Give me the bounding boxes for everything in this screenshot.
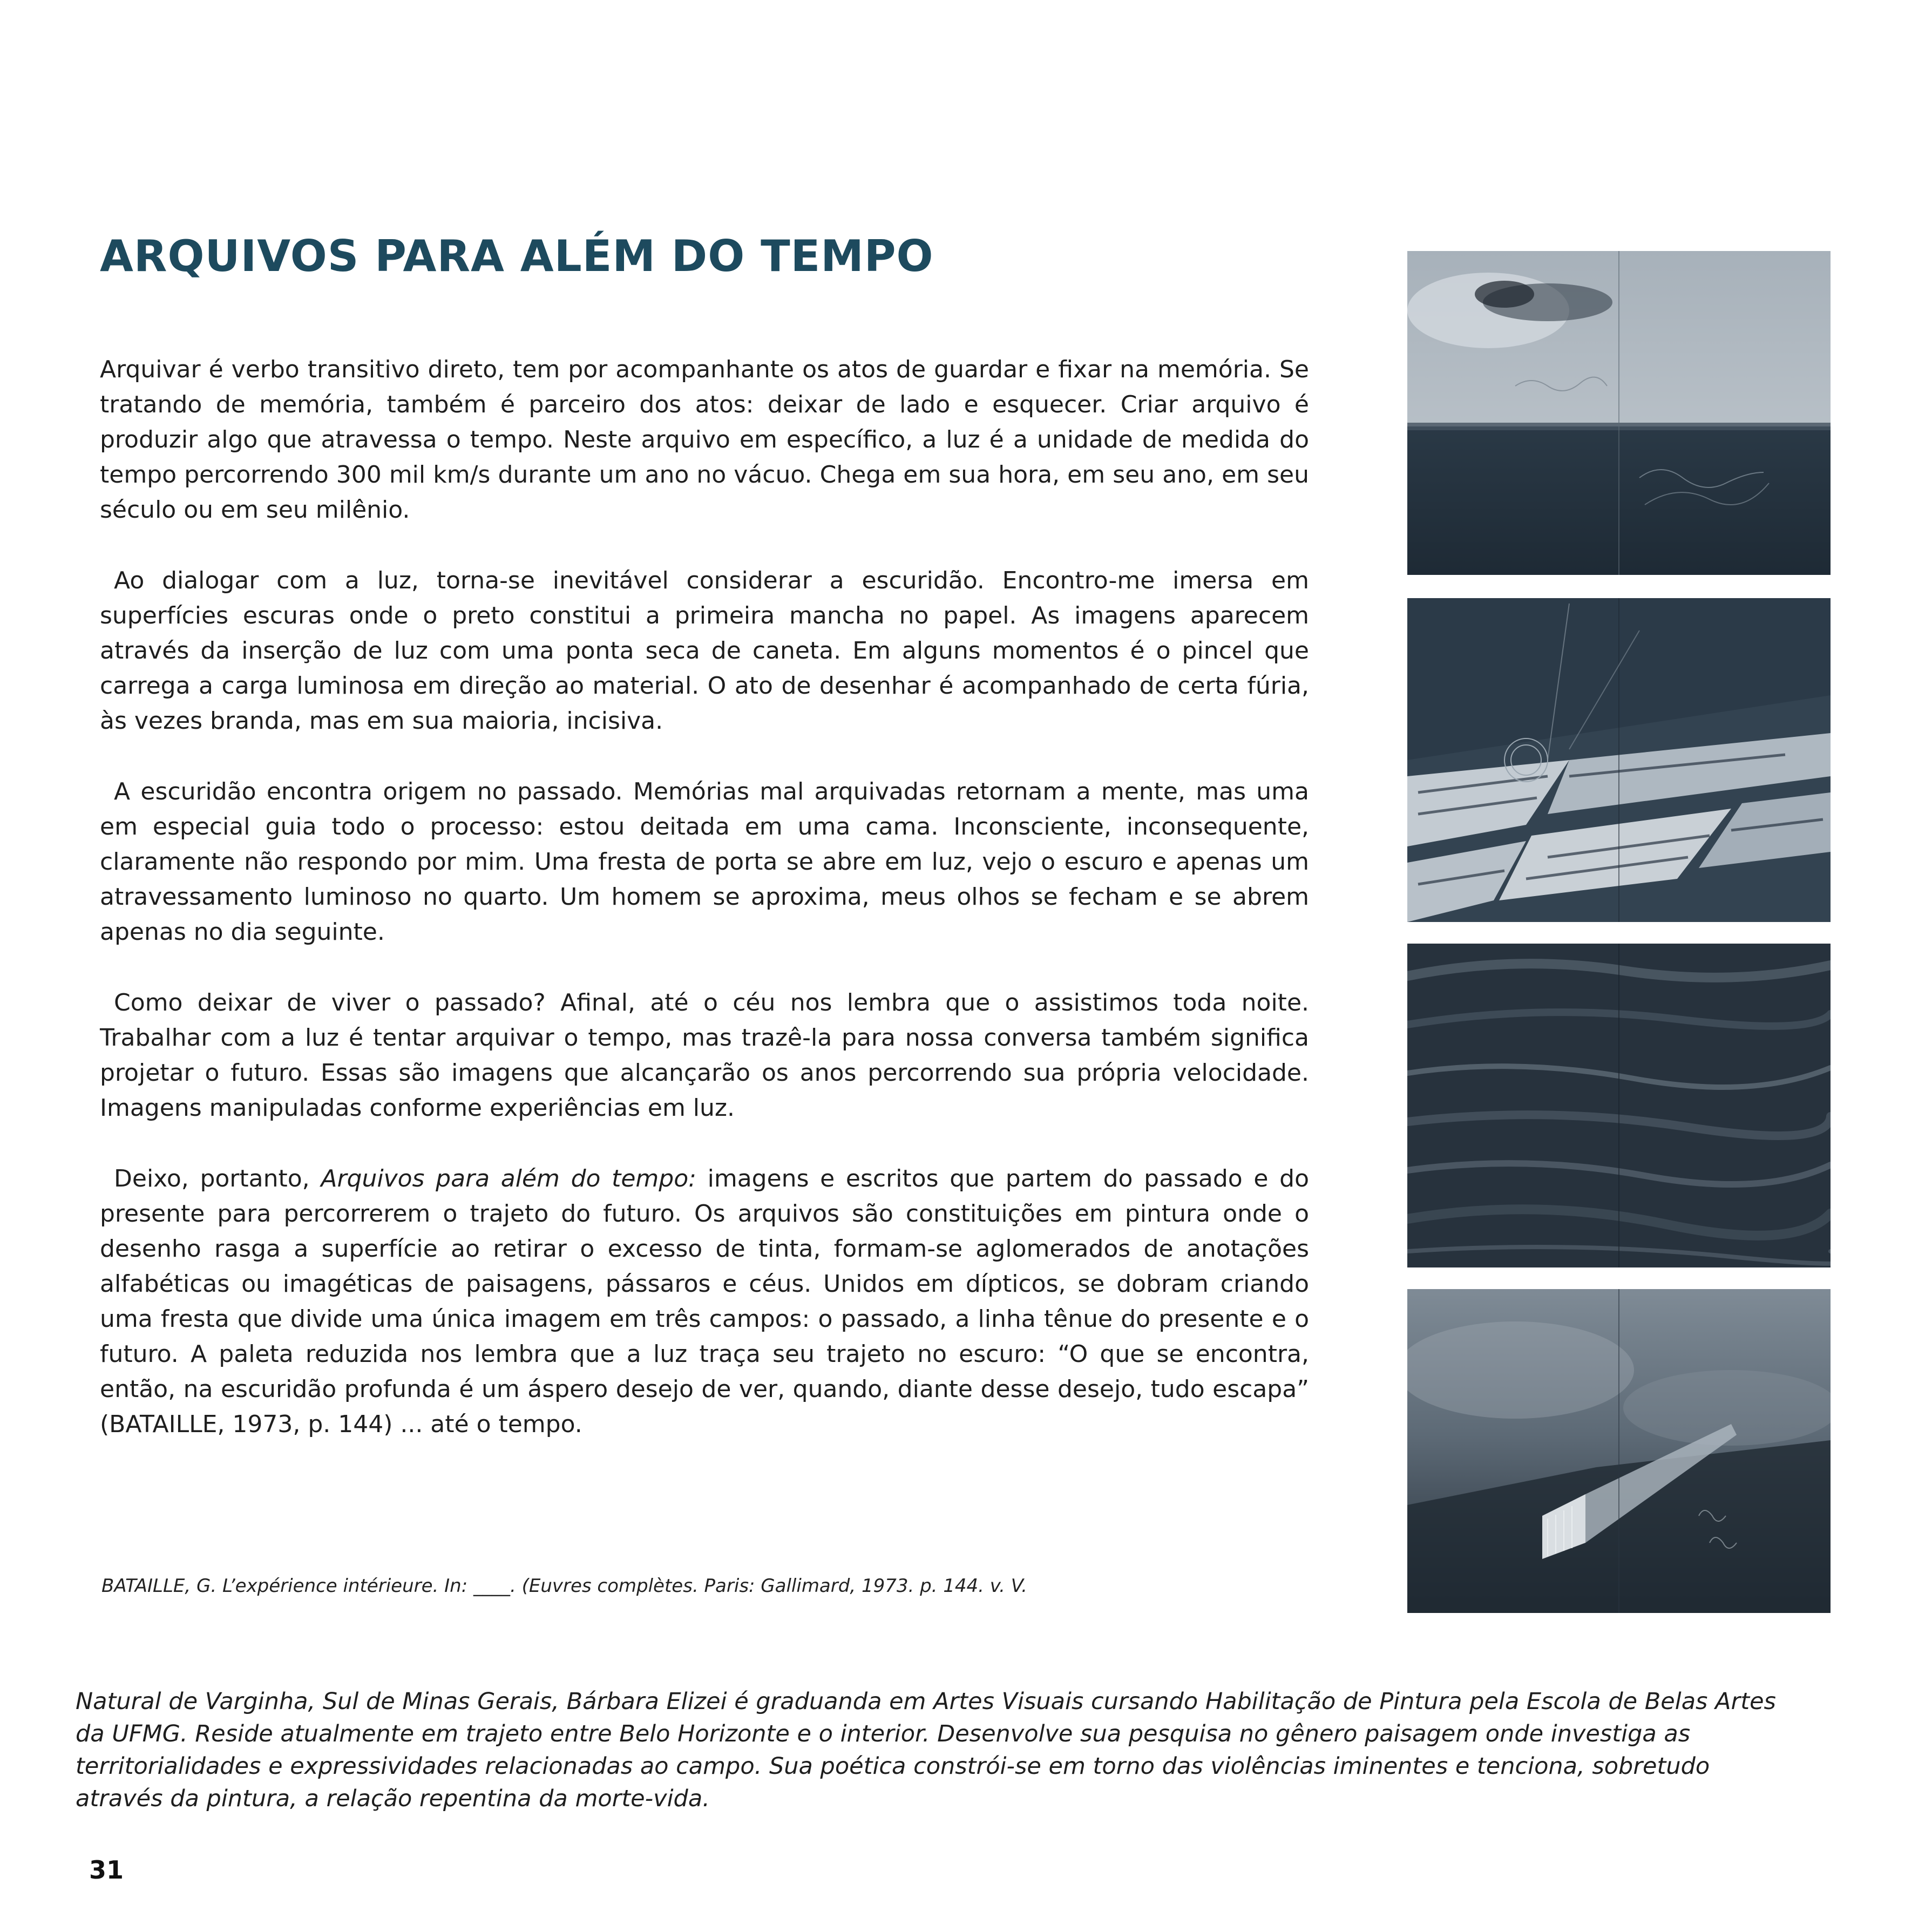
article-paragraph: Arquivar é verbo transitivo direto, tem por acompanhante os atos de guardar e fixar na memória. Se tratando de memória, também é parceiro dos atos: deixar de lado e esquecer. Criar arquivo é produzir algo que atravessa o tempo. Neste arquivo em específico, a luz é a unidade de medida do tempo percorrendo 300 mil km/s durante um ano no vácuo. Chega em sua hora, em seu ano, em seu século ou em seu milênio.: [100, 356, 1309, 524]
article-body: [100, 352, 1309, 1477]
paragraph-text: imagens e escritos que partem do passado e do presente para percorrerem o trajeto do futuro. Os arquivos são constituições em pintura onde o desenho rasga a superfície ao retirar o excesso de tinta, formam-se aglomerados de anotações alfabéticas ou imagéticas de paisagens, pássaros e céus. Unidos em dípticos, se dobram criando uma fresta que divide uma única imagem em três campos: o passado, a linha tênue do presente e o futuro. A paleta reduzida nos lembra que a luz traça seu trajeto no escuro: “O que se encontra, então, na escuridão profunda é um áspero desejo de ver, quando, diante desse desejo, tudo escapa” (BATAILLE, 1973, p. 144) ... até o tempo.: [100, 1165, 1309, 1438]
bibliographic-reference: BATAILLE, G. L’expérience intérieure. In: ____. (Euvres complètes. Paris: Gallimard, 1973. p. 144. v. V.: [101, 1575, 1027, 1597]
painting-image-2: [1407, 598, 1831, 922]
article-paragraph: Ao dialogar com a luz, torna-se inevitável considerar a escuridão. Encontro-me imersa em superfícies escuras onde o preto constitui a primeira mancha no papel. As imagens aparecem através da inserção de luz com uma ponta seca de caneta. Em alguns momentos é o pincel que carrega a carga luminosa em direção ao material. O ato de desenhar é acompanhado de certa fúria, às vezes branda, mas em sua maioria, incisiva.: [100, 567, 1309, 735]
article-paragraph: A escuridão encontra origem no passado. Memórias mal arquivadas retornam a mente, mas uma em especial guia todo o processo: estou deitada em uma cama. Inconsciente, inconsequente, claramente não respondo por mim. Uma fresta de porta se abre em luz, vejo o escuro e apenas um atravessamento luminoso no quarto. Um homem se aproxima, meus olhos se fecham e se abrem apenas no dia seguinte.: [100, 778, 1309, 946]
article-paragraph: Como deixar de viver o passado? Afinal, até o céu nos lembra que o assistimos toda noite. Trabalhar com a luz é tentar arquivar o tempo, mas trazê-la para nossa conversa também significa projetar o futuro. Essas são imagens que alcançarão os anos percorrendo sua própria velocidade. Imagens manipuladas conforme experiências em luz.: [100, 989, 1309, 1122]
author-bio: Natural de Varginha, Sul de Minas Gerais, Bárbara Elizei é graduanda em Artes Visuais cursando Habilitação de Pintura pela Escola de Belas Artes da UFMG. Reside atualmente em trajeto entre Belo Horizonte e o interior. Desenvolve sua pesquisa no gênero paisagem onde investiga as territorialidades e expressividades relacionadas ao campo. Sua poética constrói-se em torno das violências iminentes e tenciona, sobretudo através da pintura, a relação repentina da morte-vida.: [76, 1688, 1776, 1812]
painting-image-4: [1407, 1289, 1831, 1613]
article-title: ARQUIVOS PARA ALÉM DO TEMPO: [100, 231, 934, 281]
article-paragraph-last: [100, 1161, 1309, 1442]
page-number: 31: [89, 1855, 124, 1884]
series-title: Arquivos para além do tempo:: [321, 1165, 696, 1192]
paragraph-text: Deixo, portanto,: [114, 1165, 321, 1192]
painting-image-3: [1407, 944, 1831, 1267]
painting-image-1: [1407, 251, 1831, 575]
